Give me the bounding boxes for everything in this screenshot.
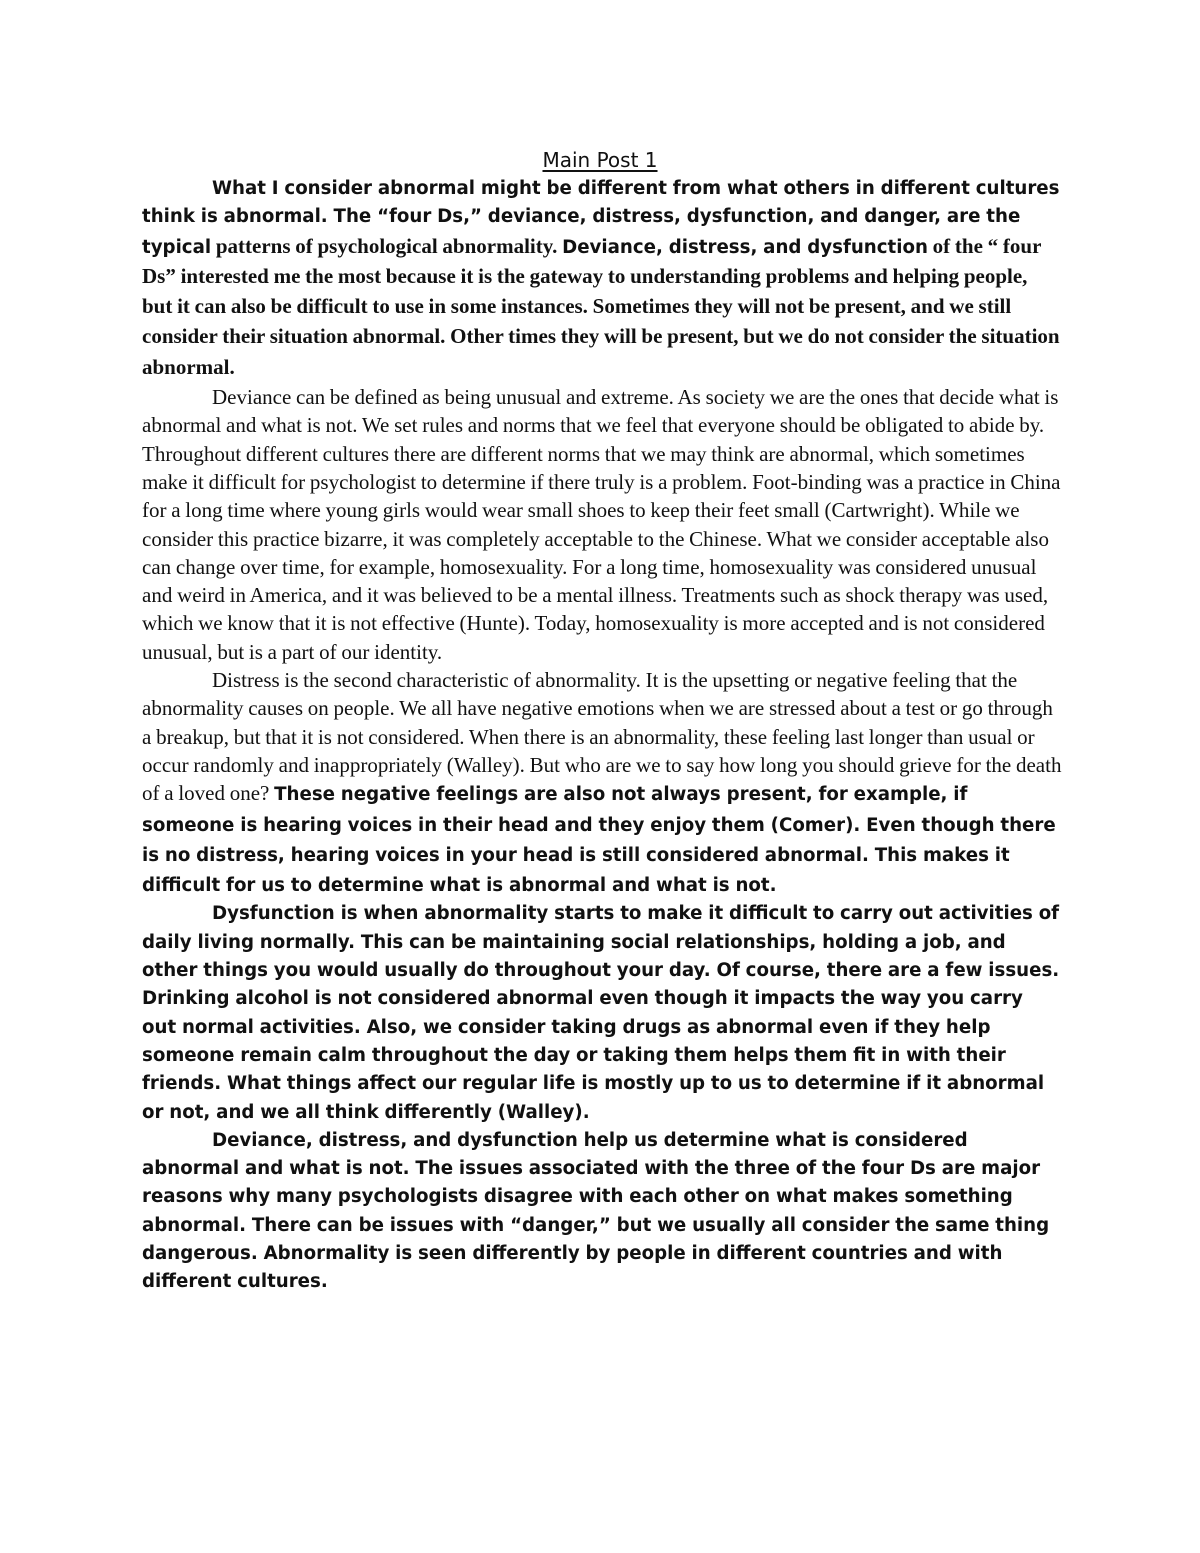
paragraph-conclusion: [142, 1127, 1062, 1297]
paragraph-deviance: [142, 383, 1062, 666]
text-run: Deviance can be defined as being unusual and extreme. As society we are the ones that decide what is abnormal and what is not. We set rules and norms that we feel that everyone should be obligated to abide by. Throughout different cultures there are different norms that we may think are abnormal, which sometimes make it difficult for psychologist to determine if there truly is a problem. Foot-binding was a practice in China for a long time where young girls would wear small shoes to keep their feet small (Cartwright). While we consider this practice bizarre, it was completely acceptable to the Chinese. What we consider acceptable also can change over time, for example, homosexuality. For a long time, homosexuality was considered unusual and weird in America, and it was believed to be a mental illness. Treatments such as shock therapy was used, which we know that it is not effective (Hunte). Today, homosexuality is more accepted and is not considered unusual, but is a part of our identity.: [142, 385, 1061, 664]
text-run: These negative feelings are also not always present, for example, if someone is hearing voices in their head and they enjoy them (Comer). Even though there is no distress, hearing voices in your head is still considered abnormal. This makes it difficult for us to determine what is abnormal and what is not.: [142, 784, 1056, 897]
document-title: Main Post 1: [542, 148, 658, 172]
paragraph-intro: [142, 175, 1062, 383]
text-run: of the “ four Ds” interested me the most because it is the gateway to understanding problems and helping people, but it can also be difficult to use in some instances. Sometimes they will not be present, and we still consider their situation abnormal. Other times they will be present, but we do not consider the situation abnormal.: [142, 233, 1060, 379]
text-run: Distress is the second characteristic of abnormality. It is the upsetting or negative feeling that the abnormality causes on people. We all have negative emotions when we are stressed about a test or go through a breakup, but that it is not considered. When there is an abnormality, these feeling last longer than usual or occur randomly and inappropriately (Walley). But who are we to say how long you should grieve for the death of a loved one?: [142, 668, 1062, 806]
document-body: [142, 175, 1062, 1297]
text-run: patterns of psychological abnormality.: [211, 233, 563, 258]
paragraph-dysfunction: [142, 900, 1062, 1126]
text-run: Deviance, distress, and dysfunction help us determine what is considered abnormal and what is not. The issues associated with the three of the four Ds are major reasons why many psychologists disagree with each other on what makes something abnormal. There can be issues with “danger,” but we usually all consider the same thing dangerous. Abnormality is seen differently by people in different countries and with different cultures.: [142, 1129, 1050, 1293]
text-run: Deviance, distress, and dysfunction: [562, 236, 928, 258]
paragraph-distress: [142, 666, 1062, 900]
text-run: Dysfunction is when abnormality starts to make it difficult to carry out activities of daily living normally. This can be maintaining social relationships, holding a job, and other things you would usually do throughout your day. Of course, there are a few issues. Drinking alcohol is not considered abnormal even though it impacts the way you carry out normal activities. Also, we consider taking drugs as abnormal even if they help someone remain calm throughout the day or taking them helps them fit in with their friends. What things affect our regular life is mostly up to us to determine if it abnormal or not, and we all think differently (Walley).: [142, 903, 1060, 1123]
text-run: What I consider abnormal might be different from what others in different cultures think is abnormal. The “four Ds,” deviance, distress, dysfunction, and danger, are the typical: [142, 178, 1060, 258]
